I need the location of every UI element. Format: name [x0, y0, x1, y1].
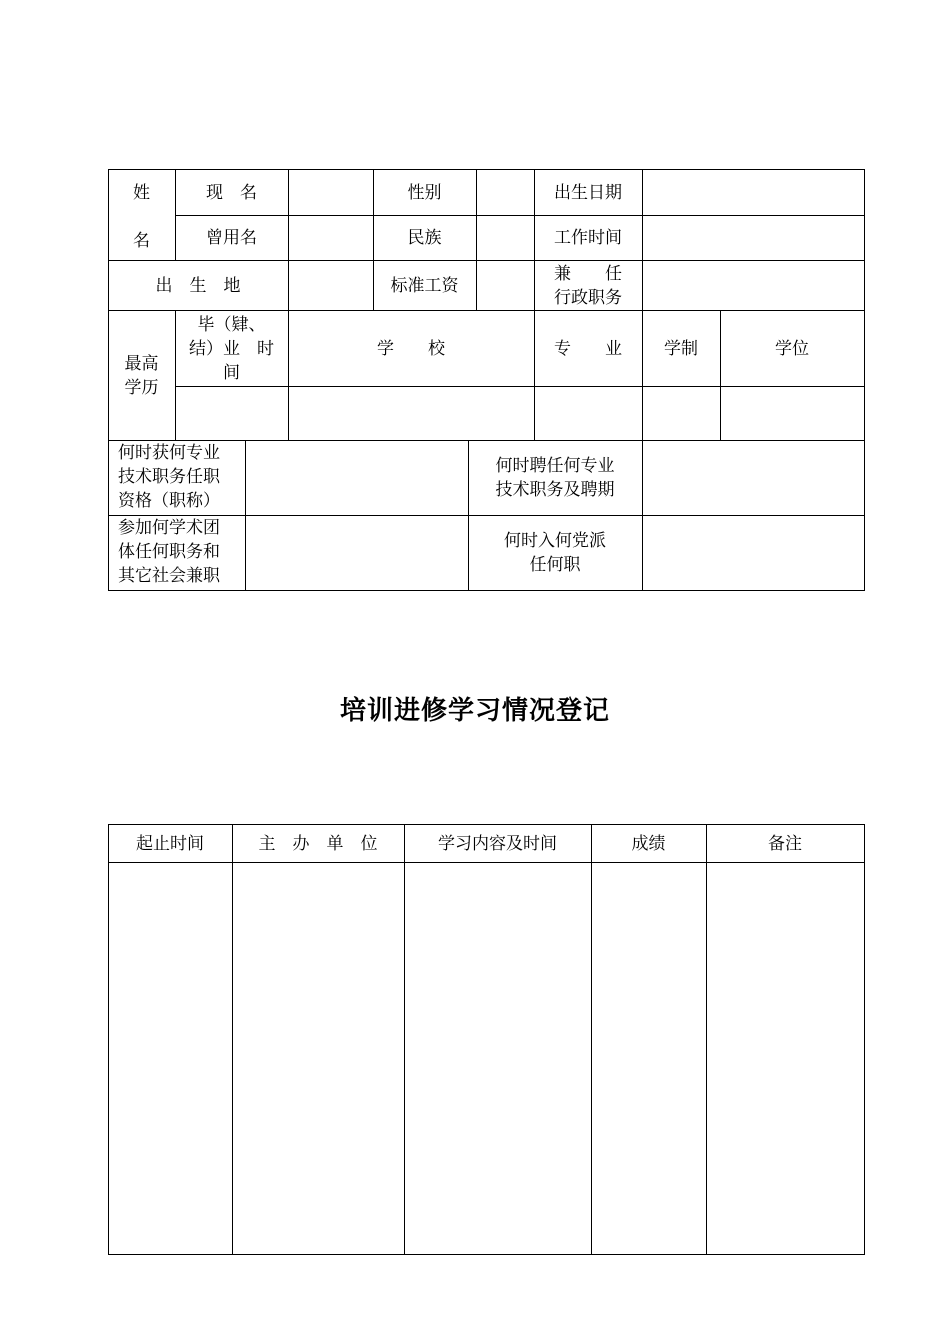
professional-qualification-label: 何时获何专业 技术职务任职 资格（职称）	[118, 443, 220, 511]
birth-date-field[interactable]	[642, 170, 864, 215]
header-score: 成绩	[631, 833, 666, 854]
former-name-label: 曾用名	[206, 228, 257, 248]
professional-qualification-field[interactable]	[245, 441, 468, 515]
header-period: 起止时间	[136, 833, 204, 854]
hired-position-field[interactable]	[642, 441, 864, 515]
table-border	[108, 1254, 865, 1255]
header-content: 学习内容及时间	[438, 833, 557, 854]
gender-field[interactable]	[476, 170, 534, 215]
gender-label: 性别	[407, 182, 442, 203]
header-organizer: 主 办 单 位	[258, 833, 378, 854]
standard-salary-label: 标准工资	[390, 275, 459, 296]
name-label-top: 姓	[133, 182, 150, 203]
current-name-label: 现 名	[206, 182, 257, 203]
concurrent-title-label: 兼 任 行政职务	[554, 263, 622, 308]
major-field[interactable]	[534, 387, 642, 440]
birthplace-label: 出 生 地	[155, 275, 241, 296]
birth-date-label: 出生日期	[554, 182, 622, 203]
hired-position-label: 何时聘任何专业 技术职务及聘期	[495, 456, 615, 500]
duration-field[interactable]	[642, 387, 720, 440]
party-membership-label: 何时入何党派 任何职	[504, 531, 606, 575]
remarks-field[interactable]	[706, 863, 864, 1254]
content-field[interactable]	[404, 863, 591, 1254]
major-label: 专 业	[554, 338, 622, 359]
duration-label: 学制	[664, 338, 698, 359]
school-field[interactable]	[288, 387, 534, 440]
ethnicity-label: 民族	[407, 228, 442, 248]
period-field[interactable]	[108, 863, 232, 1254]
organizer-field[interactable]	[232, 863, 404, 1254]
current-name-field[interactable]	[288, 170, 373, 215]
graduation-time-field[interactable]	[175, 387, 288, 440]
academic-society-label: 参加何学术团 体任何职务和 其它社会兼职	[118, 518, 220, 586]
table-border	[108, 590, 865, 591]
work-start-label: 工作时间	[554, 228, 622, 248]
former-name-field[interactable]	[288, 216, 373, 260]
header-remarks: 备注	[768, 833, 802, 854]
concurrent-title-field[interactable]	[642, 261, 864, 310]
graduation-time-label: 毕（肄、 结）业 时 间	[189, 314, 274, 383]
degree-label: 学位	[775, 338, 809, 359]
school-label: 学 校	[377, 338, 445, 359]
standard-salary-field[interactable]	[476, 261, 534, 310]
table-border	[864, 824, 865, 1255]
name-label-bottom: 名	[133, 230, 150, 251]
party-membership-field[interactable]	[642, 516, 864, 590]
section-title: 培训进修学习情况登记	[339, 696, 610, 726]
score-field[interactable]	[591, 863, 706, 1254]
table-border	[864, 169, 865, 591]
academic-society-field[interactable]	[245, 516, 468, 590]
birthplace-field[interactable]	[288, 261, 373, 310]
highest-education-label: 最高 学历	[124, 353, 159, 398]
degree-field[interactable]	[720, 387, 864, 440]
ethnicity-field[interactable]	[476, 216, 534, 260]
work-start-field[interactable]	[642, 216, 864, 260]
